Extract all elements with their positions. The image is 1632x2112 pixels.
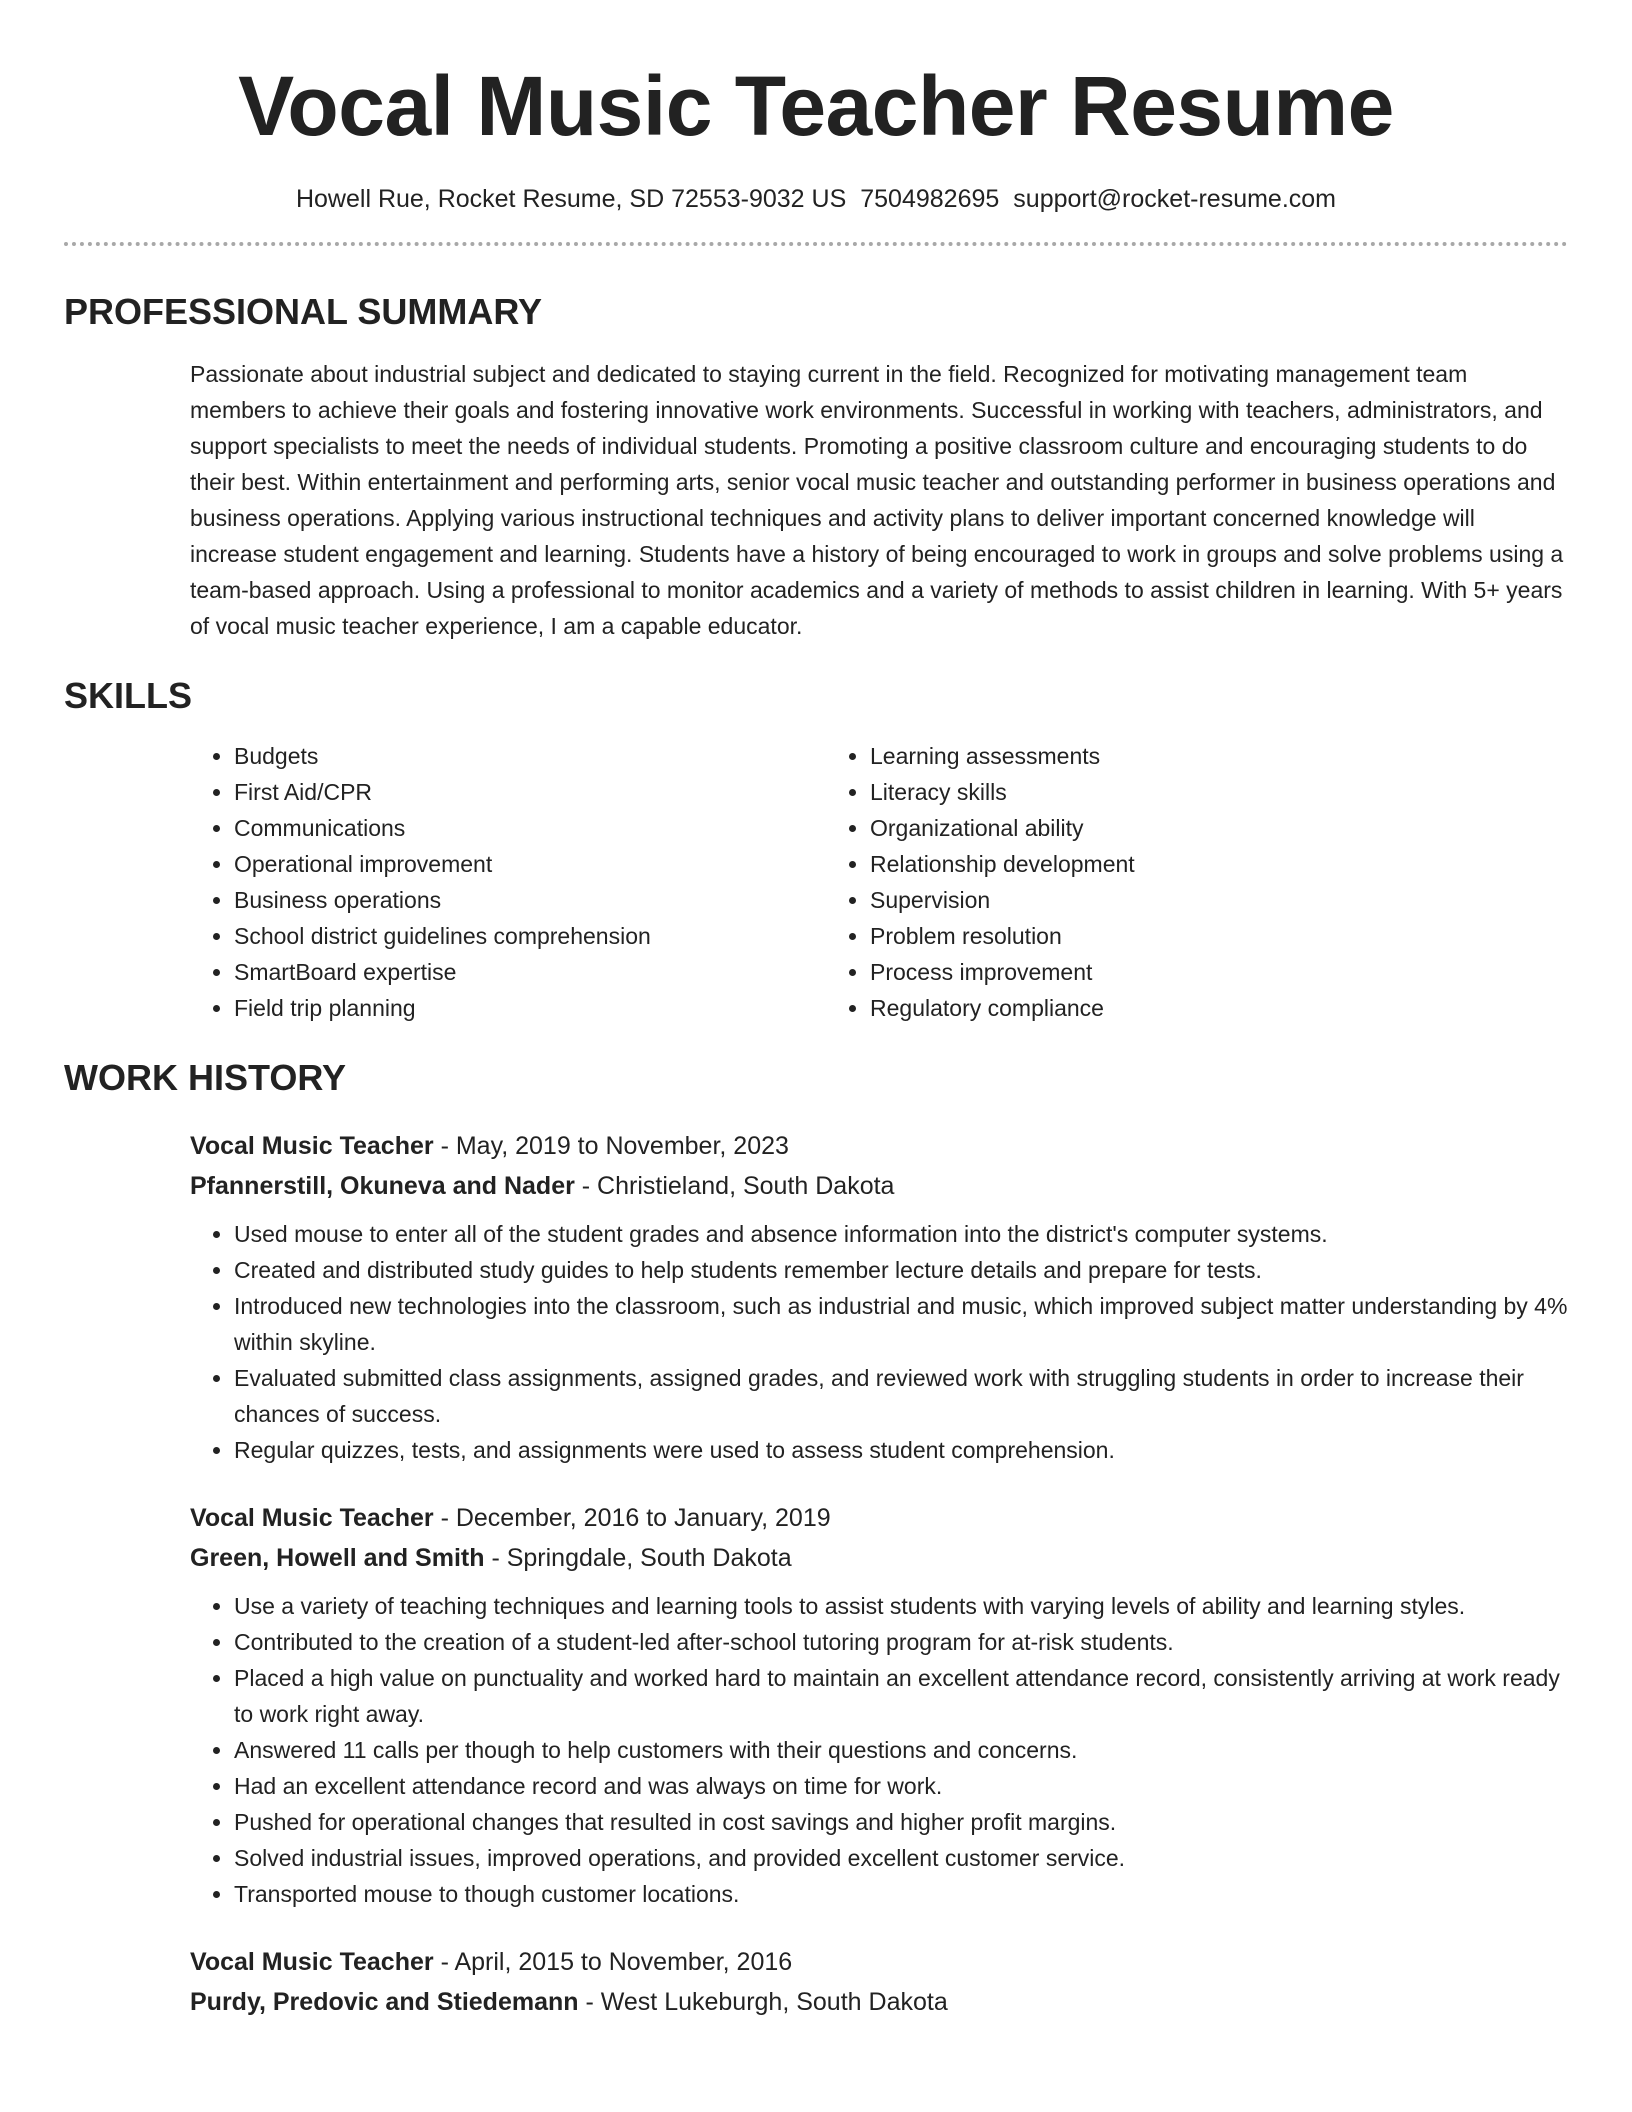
job-company-line [190, 1538, 1568, 1578]
job-bullet: • Regular quizzes, tests, and assignments were used to assess student comprehension. [234, 1432, 1568, 1468]
skill-item: • Organizational ability [870, 810, 1462, 846]
skill-item: • Communications [234, 810, 826, 846]
job-bullet: • Pushed for operational changes that resulted in cost savings and higher profit margins. [234, 1804, 1568, 1840]
job-dates: - December, 2016 to January, 2019 [433, 1504, 831, 1532]
job-entry [190, 1942, 1568, 2022]
job-title: Vocal Music Teacher [190, 1948, 434, 1976]
job-company-line [190, 1166, 1568, 1206]
job-location: - Christieland, South Dakota [574, 1172, 895, 1200]
skill-item: • Supervision [870, 882, 1462, 918]
job-bullets [190, 1216, 1568, 1468]
header-divider [64, 242, 1568, 246]
skill-item: • Operational improvement [234, 846, 826, 882]
job-bullet: • Evaluated submitted class assignments, assigned grades, and reviewed work with struggling students in order to increase their chances of success. [234, 1360, 1568, 1432]
skill-item: • Problem resolution [870, 918, 1462, 954]
job-title-line [190, 1498, 1568, 1538]
skill-item: • Regulatory compliance [870, 990, 1462, 1026]
skill-item: • Budgets [234, 738, 826, 774]
job-company: Pfannerstill, Okuneva and Nader [190, 1172, 575, 1200]
job-bullet: • Contributed to the creation of a student-led after-school tutoring program for at-risk students. [234, 1624, 1568, 1660]
job-title-line [190, 1942, 1568, 1982]
job-dates: - April, 2015 to November, 2016 [433, 1948, 793, 1976]
job-entry [190, 1126, 1568, 1468]
job-bullet: • Used mouse to enter all of the student grades and absence information into the district's computer systems. [234, 1216, 1568, 1252]
job-bullet: • Solved industrial issues, improved operations, and provided excellent customer service. [234, 1840, 1568, 1876]
job-dates: - May, 2019 to November, 2023 [433, 1132, 789, 1160]
contact-phone: 7504982695 [860, 185, 1000, 213]
job-location: - Springdale, South Dakota [484, 1544, 792, 1572]
skills-column-left [190, 738, 826, 1026]
skill-item: • Literacy skills [870, 774, 1462, 810]
skills-heading: SKILLS [64, 675, 193, 716]
skills-column-right [826, 738, 1462, 1026]
skill-item: • First Aid/CPR [234, 774, 826, 810]
job-title: Vocal Music Teacher [190, 1504, 434, 1532]
resume-title: Vocal Music Teacher Resume [238, 59, 1394, 153]
job-location: - West Lukeburgh, South Dakota [578, 1988, 948, 2016]
job-bullet: • Placed a high value on punctuality and worked hard to maintain an excellent attendance record, consistently arriving at work ready to work right away. [234, 1660, 1568, 1732]
skill-item: • Learning assessments [870, 738, 1462, 774]
skill-item: • Business operations [234, 882, 826, 918]
skill-item: • SmartBoard expertise [234, 954, 826, 990]
summary-heading: PROFESSIONAL SUMMARY [64, 291, 543, 332]
skill-item: • Relationship development [870, 846, 1462, 882]
skill-item: • Field trip planning [234, 990, 826, 1026]
skill-item: • School district guidelines comprehension [234, 918, 826, 954]
skills-list [190, 738, 1568, 1026]
job-title-line [190, 1126, 1568, 1166]
job-company: Purdy, Predovic and Stiedemann [190, 1988, 579, 2016]
job-bullets [190, 1588, 1568, 1912]
job-bullet: • Transported mouse to though customer locations. [234, 1876, 1568, 1912]
job-company-line [190, 1982, 1568, 2022]
resume-page [64, 0, 1568, 2022]
job-bullet: • Use a variety of teaching techniques and learning tools to assist students with varying levels of ability and learning styles. [234, 1588, 1568, 1624]
contact-address: Howell Rue, Rocket Resume, SD 72553-9032 US [295, 185, 847, 213]
skill-item: • Process improvement [870, 954, 1462, 990]
job-bullet: • Had an excellent attendance record and was always on time for work. [234, 1768, 1568, 1804]
job-entry [190, 1498, 1568, 1912]
job-bullet: • Answered 11 calls per though to help customers with their questions and concerns. [234, 1732, 1568, 1768]
work-history-heading: WORK HISTORY [64, 1057, 347, 1098]
contact-line [64, 182, 1568, 216]
contact-email: support@rocket-resume.com [1013, 185, 1337, 213]
job-title: Vocal Music Teacher [190, 1132, 434, 1160]
job-company: Green, Howell and Smith [190, 1544, 485, 1572]
summary-text: Passionate about industrial subject and dedicated to staying current in the field. Recognized for motivating management team members to achieve their goals and fostering innovative work environments. Successful in working with teachers, administrators, and support specialists to meet the needs of individual students. Promoting a positive classroom culture and encouraging students to do their best. Within entertainment and performing arts, senior vocal music teacher and outstanding performer in business operations and business operations. Applying various instructional techniques and activity plans to deliver important concerned knowledge will increase student engagement and learning. Students have a history of being encouraged to work in groups and solve problems using a team-based approach. Using a professional to monitor academics and a variety of methods to assist children in learning. With 5+ years of vocal music teacher experience, I am a capable educator. [190, 361, 1564, 639]
job-bullet: • Introduced new technologies into the classroom, such as industrial and music, which improved subject matter understanding by 4% within skyline. [234, 1288, 1568, 1360]
job-bullet: • Created and distributed study guides to help students remember lecture details and prepare for tests. [234, 1252, 1568, 1288]
